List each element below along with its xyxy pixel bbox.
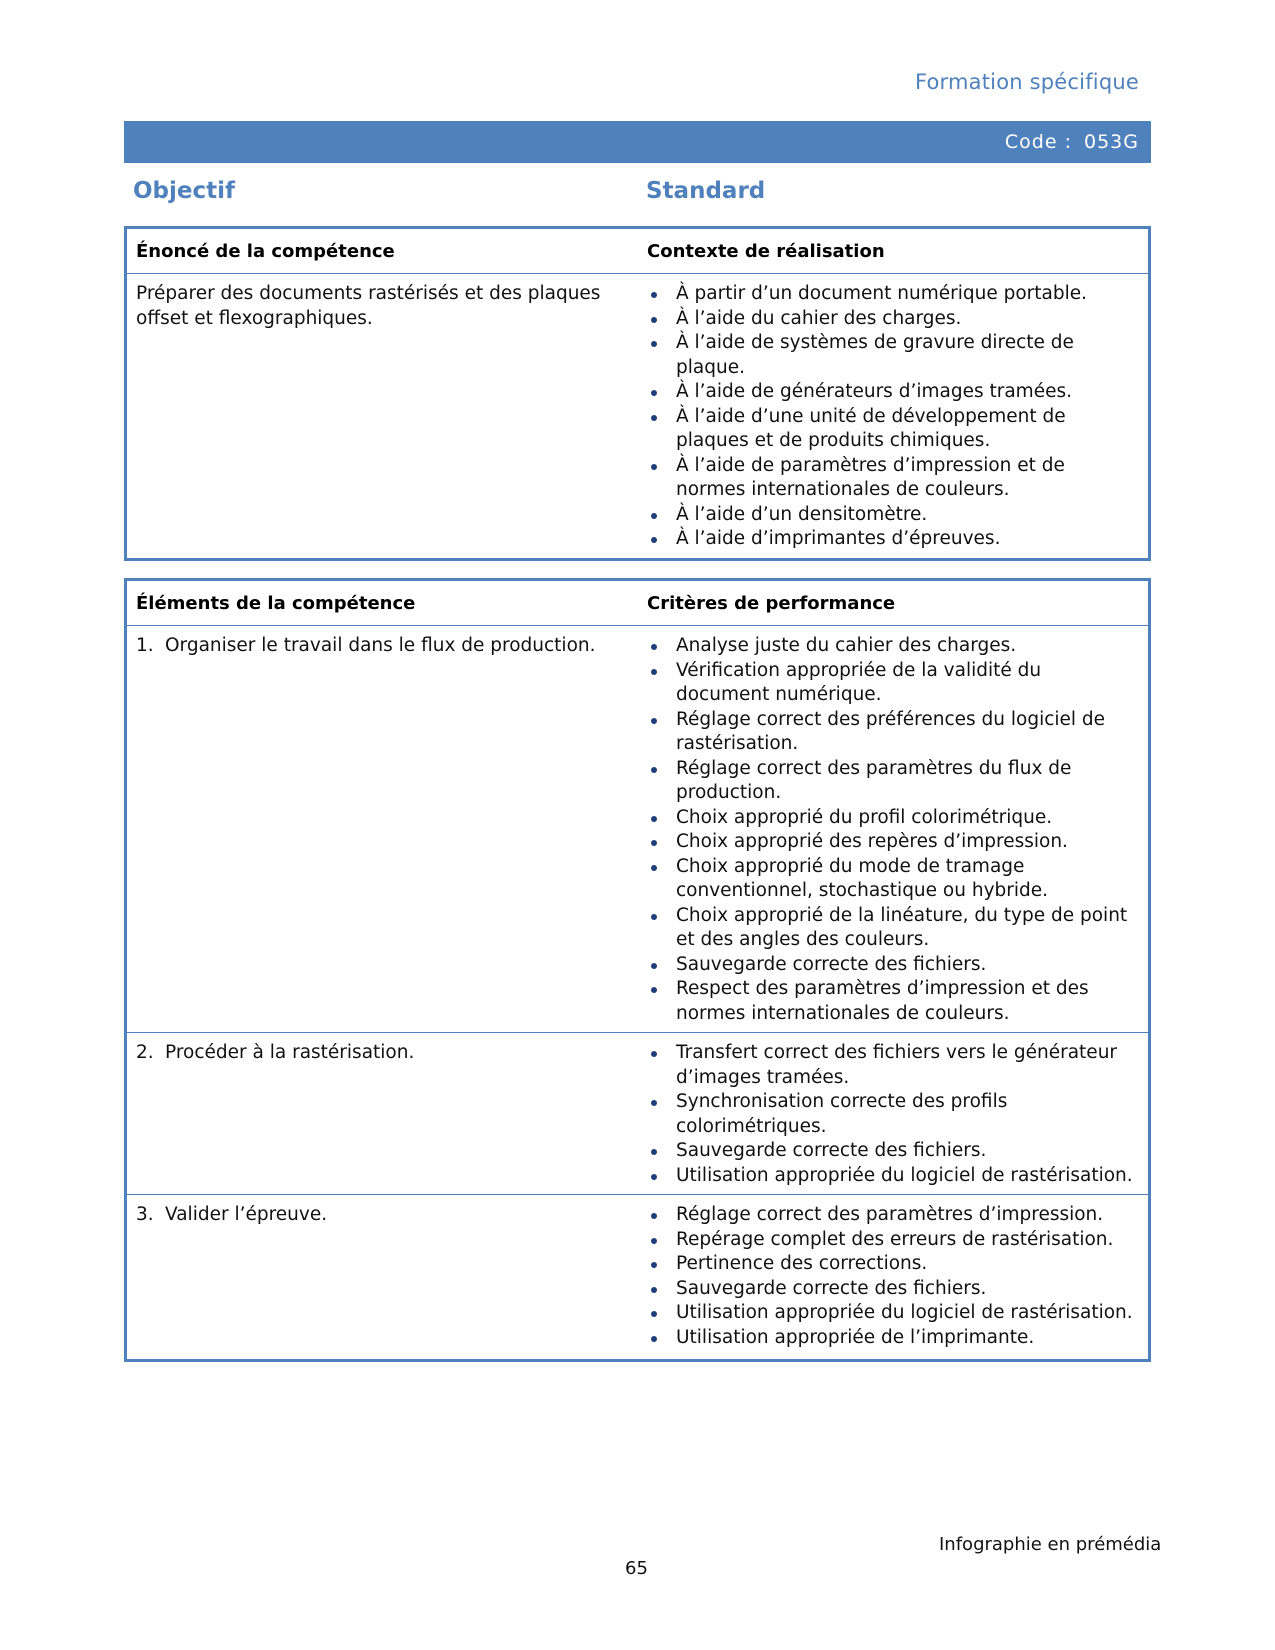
- list-item: À partir d’un document numérique portable.: [647, 282, 1140, 307]
- list-item: Pertinence des corrections.: [647, 1252, 1140, 1277]
- criteria-cell: [638, 1033, 1150, 1195]
- list-item: Choix approprié de la linéature, du type de point et des angles des couleurs.: [647, 904, 1140, 953]
- list-item: Choix approprié du mode de tramage conventionnel, stochastique ou hybride.: [647, 855, 1140, 904]
- criteria-cell: [638, 1195, 1150, 1361]
- criteria-list: [647, 1203, 1140, 1350]
- list-item: À l’aide du cahier des charges.: [647, 307, 1140, 332]
- list-item: Vérification appropriée de la validité du document numérique.: [647, 659, 1140, 708]
- code-label: Code :: [1004, 131, 1072, 153]
- table-row: [126, 1195, 1150, 1361]
- criteria-list: [647, 1041, 1140, 1188]
- list-item: Sauvegarde correcte des fichiers.: [647, 953, 1140, 978]
- elements-header: Éléments de la compétence: [126, 580, 639, 626]
- list-item: Sauvegarde correcte des fichiers.: [647, 1139, 1140, 1164]
- list-item: Choix approprié du profil colorimétrique.: [647, 806, 1140, 831]
- list-item: Transfert correct des fichiers vers le générateur d’images tramées.: [647, 1041, 1140, 1090]
- course-code: [1005, 131, 1139, 153]
- page-number: 65: [625, 1558, 648, 1579]
- element-cell: [126, 1033, 639, 1195]
- list-item: Synchronisation correcte des profils colorimétriques.: [647, 1090, 1140, 1139]
- list-item: Respect des paramètres d’impression et des normes internationales de couleurs.: [647, 977, 1140, 1026]
- list-item: Choix approprié des repères d’impression.: [647, 830, 1140, 855]
- list-item: À l’aide de générateurs d’images tramées.: [647, 380, 1140, 405]
- element-cell: [126, 1195, 639, 1361]
- context-list: [647, 282, 1140, 552]
- element-text: Procéder à la rastérisation.: [165, 1042, 415, 1063]
- competency-statement: Préparer des documents rastérisés et des plaques offset et flexographiques.: [136, 283, 601, 329]
- element-text: Valider l’épreuve.: [165, 1204, 328, 1225]
- criteria-list: [647, 634, 1140, 1026]
- table-row: [126, 626, 1150, 1033]
- list-item: Utilisation appropriée du logiciel de rastérisation.: [647, 1164, 1140, 1189]
- list-item: Utilisation appropriée du logiciel de rastérisation.: [647, 1301, 1140, 1326]
- objective-heading: Objectif: [133, 178, 236, 204]
- list-item: Réglage correct des paramètres d’impression.: [647, 1203, 1140, 1228]
- table-header-row: [126, 228, 1150, 274]
- element-number: 1.: [136, 635, 154, 656]
- element-cell: [126, 626, 639, 1033]
- table-row: [126, 1033, 1150, 1195]
- list-item: À l’aide de paramètres d’impression et de normes internationales de couleurs.: [647, 454, 1140, 503]
- list-item: Repérage complet des erreurs de rastérisation.: [647, 1228, 1140, 1253]
- list-item: À l’aide de systèmes de gravure directe de plaque.: [647, 331, 1140, 380]
- element-text: Organiser le travail dans le flux de production.: [165, 635, 596, 656]
- context-cell: [638, 274, 1150, 560]
- list-item: Sauvegarde correcte des fichiers.: [647, 1277, 1140, 1302]
- list-item: Réglage correct des préférences du logiciel de rastérisation.: [647, 708, 1140, 757]
- competency-statement-table: [124, 226, 1151, 561]
- criteria-cell: [638, 626, 1150, 1033]
- code-bar: [124, 121, 1151, 163]
- context-header: Contexte de réalisation: [638, 228, 1150, 274]
- standard-heading: Standard: [646, 178, 766, 204]
- statement-header: Énoncé de la compétence: [126, 228, 639, 274]
- element-number: 3.: [136, 1204, 154, 1225]
- list-item: À l’aide d’une unité de développement de plaques et de produits chimiques.: [647, 405, 1140, 454]
- criteria-header: Critères de performance: [638, 580, 1150, 626]
- list-item: Réglage correct des paramètres du flux de production.: [647, 757, 1140, 806]
- element-number: 2.: [136, 1042, 154, 1063]
- footer-program-name: Infographie en prémédia: [939, 1534, 1162, 1555]
- list-item: À l’aide d’imprimantes d’épreuves.: [647, 527, 1140, 552]
- performance-criteria-table: [124, 578, 1151, 1362]
- section-title: Formation spécifique: [914, 70, 1139, 94]
- list-item: Utilisation appropriée de l’imprimante.: [647, 1326, 1140, 1351]
- list-item: À l’aide d’un densitomètre.: [647, 503, 1140, 528]
- list-item: Analyse juste du cahier des charges.: [647, 634, 1140, 659]
- table-row: [126, 274, 1150, 560]
- table-header-row: [126, 580, 1150, 626]
- code-value: 053G: [1084, 131, 1139, 153]
